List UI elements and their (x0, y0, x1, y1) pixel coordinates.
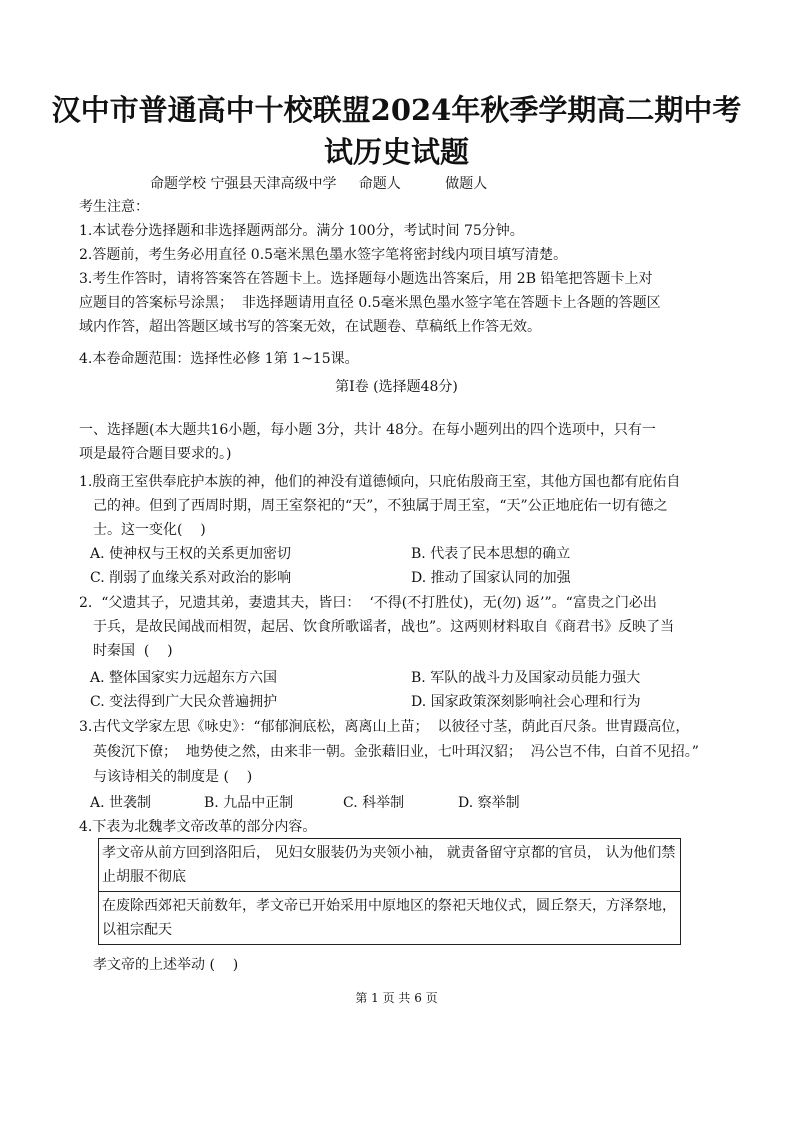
q1-stem-cont2: 士。这一变化( ) (93, 522, 206, 538)
notice-4: 4.本卷命题范围：选择性必修 1第 1~15课。 (79, 351, 359, 367)
notice-1: 1.本试卷分选择题和非选择题两部分。满分 100分，考试时间 75分钟。 (79, 223, 524, 239)
q2-stem-cont2: 时秦国 ( ) (93, 643, 173, 659)
q3-stem-cont: 英俊沉下僚； 地势使之然，由来非一朝。金张藉旧业，七叶珥汉貂； 冯公岂不伟，白首不见招。” (93, 744, 699, 760)
title-line-1: 汉中市普通高中十校联盟2024年秋季学期高二期中考 (51, 93, 742, 127)
q4-after: 孝文帝的上述举动 ( ) (93, 957, 239, 973)
q3-option-a[interactable]: A. 世袭制 (90, 795, 152, 811)
q1-option-c[interactable]: C. 削弱了血缘关系对政治的影响 (90, 570, 292, 586)
part-intro-cont: 项是最符合题目要求的。) (79, 446, 232, 462)
title-line-2: 试历史试题 (323, 135, 469, 169)
q1-stem-cont: 己的神。但到了西周时期，周王室祭祀的“天”，不独属于周王室，“天”公正地庇佑一切有德之 (93, 498, 668, 514)
part-intro: 一、选择题(本大题共16小题，每小题 3分，共计 48分。在每小题列出的四个选项中，只有一 (79, 422, 656, 438)
q3-stem-cont2: 与该诗相关的制度是 ( ) (93, 769, 253, 785)
section-title: 第Ⅰ卷 (选择题48分) (335, 379, 458, 395)
q4-table (98, 838, 681, 945)
q3-option-c[interactable]: C. 科举制 (343, 795, 405, 811)
q2-stem-cont: 于兵，是故民闻战而相贺，起居、饮食所歌谣者，战也”。这两则材料取自《商君书》反映了当 (93, 619, 675, 635)
q2-option-a[interactable]: A. 整体国家实力远超东方六国 (90, 670, 278, 686)
table-cell: 在废除西郊祀天前数年，孝文帝已开始采用中原地区的祭祀天地仪式，圆丘祭天，方泽祭地，以祖宗配天 (99, 892, 681, 945)
notice-heading: 考生注意： (79, 199, 149, 215)
q3-stem: 3.古代文学家左思《咏史》：“郁郁涧底松，离离山上苗； 以彼径寸茎，荫此百尺条。世胄蹑高位， (79, 719, 690, 735)
q1-stem: 1.殷商王室供奉庇护本族的神，他们的神没有道德倾向，只庇佑殷商王室，其他方国也都有庇佑自 (79, 474, 681, 490)
q1-option-a[interactable]: A. 使神权与王权的关系更加密切 (90, 546, 292, 562)
q3-option-d[interactable]: D. 察举制 (458, 795, 520, 811)
q2-option-c[interactable]: C. 变法得到广大民众普遍拥护 (90, 694, 278, 710)
q3-option-b[interactable]: B. 九品中正制 (204, 795, 294, 811)
table-cell: 孝文帝从前方回到洛阳后， 见妇女服装仍为夹领小袖， 就责备留守京都的官员， 认为他们禁止胡服不彻底 (99, 839, 681, 892)
q2-option-b[interactable]: B. 军队的战斗力及国家动员能力强大 (411, 670, 641, 686)
notice-3-cont: 应题目的答案标号涂黑； 非选择题请用直径 0.5毫米黑色墨水签字笔在答题卡上各题的答题区 (79, 295, 661, 311)
q1-option-d[interactable]: D. 推动了国家认同的加强 (411, 570, 571, 586)
table-row (99, 892, 681, 945)
author-line: 命题学校 宁强县天津高级中学 命题人 做题人 (150, 176, 488, 192)
notice-3: 3.考生作答时，请将答案答在答题卡上。选择题每小题选出答案后，用 2B 铅笔把答题卡上对 (79, 271, 653, 287)
q1-option-b[interactable]: B. 代表了民本思想的确立 (411, 546, 571, 562)
notice-3-cont2: 域内作答，超出答题区域书写的答案无效，在试题卷、草稿纸上作答无效。 (79, 319, 541, 335)
table-row (99, 839, 681, 892)
q2-option-d[interactable]: D. 国家政策深刻影响社会心理和行为 (411, 694, 641, 710)
q2-stem: 2. “父遗其子，兄遗其弟，妻遗其夫，皆曰： ‘不得(不打胜仗)，无(勿) 返’”。“富贵之门必出 (79, 595, 657, 611)
notice-2: 2.答题前，考生务必用直径 0.5毫米黑色墨水签字笔将密封线内项目填写清楚。 (79, 247, 568, 263)
q4-stem: 4.下表为北魏孝文帝改革的部分内容。 (79, 819, 317, 835)
page-footer: 第 1 页 共 6 页 (355, 991, 438, 1005)
